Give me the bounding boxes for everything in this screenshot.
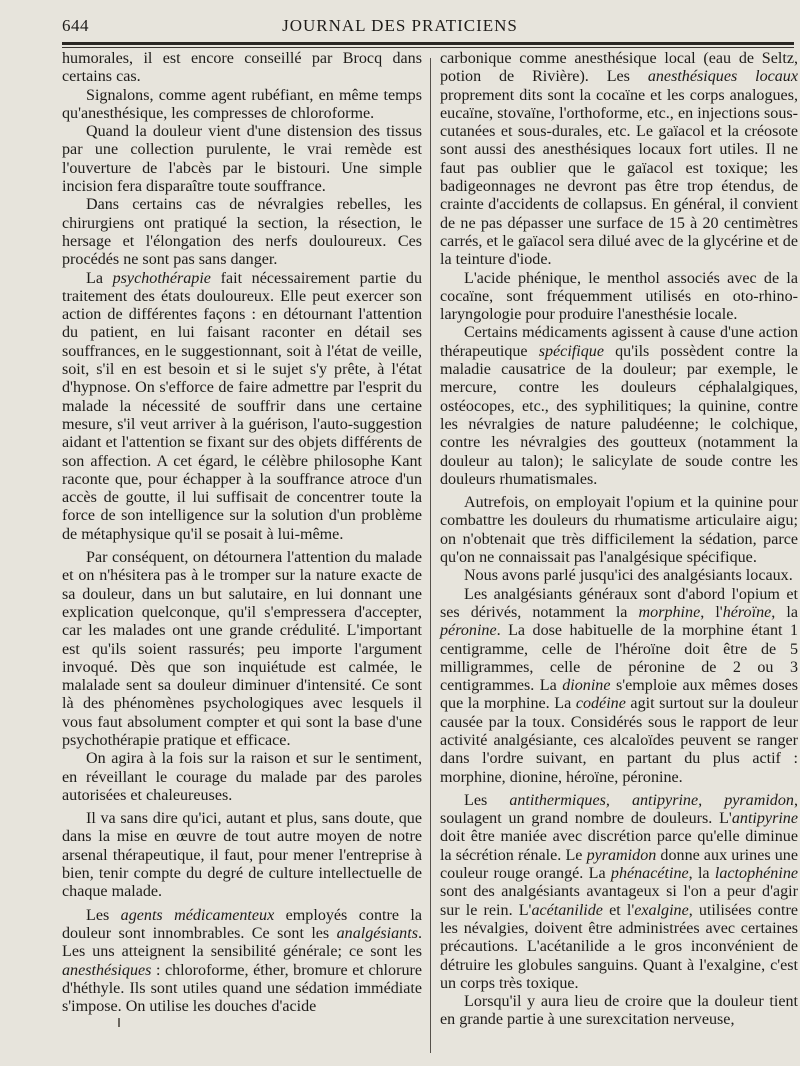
emphasis: codéine	[575, 695, 626, 713]
page-number: 644	[62, 16, 89, 35]
emphasis: héroïne	[722, 603, 772, 621]
paragraph	[440, 324, 798, 489]
emphasis: péronine	[440, 622, 497, 640]
text-run: . Les uns atteignent la sensibilité générale; ce sont les	[62, 924, 422, 961]
emphasis: pyramidon	[586, 846, 657, 864]
text-run: et l'	[602, 901, 635, 919]
paragraph: Dans certains cas de névralgies rebelles, les chirurgiens ont pratiqué la section, la résection, le hersage et l'élongation des nerfs douloureux. Ces procédés ne sont pas sans danger.	[62, 196, 422, 269]
text-run: carbonique comme anesthésique local (eau de Seltz, potion de Rivière). Les	[440, 50, 798, 86]
text-run: , l'	[700, 603, 723, 621]
print-mark	[118, 1018, 120, 1027]
paragraph: Autrefois, on employait l'opium et la quinine pour combattre les douleurs du rhumatisme articulaire aigu; on n'obtenait que très difficilement la sédation, parce qu'on ne connaissait pas l'analgésique spécifique.	[440, 494, 798, 567]
text-run: . La dose habituelle de la morphine étant 1 centigramme, celle de l'héroïne doit être de 5 milligrammes, celle de péronine de 2 ou 3 centigrammes. La	[440, 622, 798, 695]
left-column	[62, 50, 422, 1016]
paragraph	[62, 270, 422, 544]
emphasis: phénacétine	[610, 865, 689, 883]
emphasis: anesthésiques	[62, 961, 152, 979]
text-run: , soulagent un grand nombre de douleurs. L'	[440, 791, 798, 828]
emphasis: psychothérapie	[112, 269, 211, 287]
journal-title: JOURNAL DES PRATICIENS	[282, 16, 518, 35]
paragraph: L'acide phénique, le menthol associés avec de la cocaïne, sont fréquemment utilisés en oto-rhino-laryngologie pour produire l'anesthésie locale.	[440, 269, 798, 324]
emphasis: morphine	[638, 603, 701, 621]
text-run: Certains médicaments agissent à cause d'une action thérapeutique	[440, 324, 798, 360]
paragraph: Il va sans dire qu'ici, autant et plus, sans doute, que dans la mise en œuvre de tout autre moyen de notre arsenal thérapeutique, il faut, pour mener l'entreprise à bien, tenir compte du degré de culture intellectuelle de chaque malade.	[62, 810, 422, 901]
text-run: La	[86, 269, 113, 287]
paragraph: Signalons, comme agent rubéfiant, en même temps qu'anesthésique, les compresses de chloroforme.	[62, 86, 422, 122]
paragraph: Nous avons parlé jusqu'ici des analgésiants locaux.	[464, 567, 793, 585]
text-run: , la	[771, 603, 799, 621]
paragraph	[62, 907, 422, 1017]
text-run: : chloroforme, éther, bromure et chlorure d'héthyle. Ils sont utiles quand une sédation immédiate s'impose. On utilise les douches d'acide	[62, 961, 422, 1016]
text-run: , utilisées contre les névalgies, doivent être administrées avec certaines précautions. L'acétanilide a le gros inconvénient de détruire les globules sanguins. Quant à l'exalgine, c'est un corps très toxique.	[440, 901, 798, 992]
column-divider	[430, 58, 431, 1053]
running-header	[0, 10, 800, 40]
paragraph: Lorsqu'il y aura lieu de croire que la douleur tient en grande partie à une surexcitation nerveuse,	[440, 993, 798, 1029]
paragraph: Quand la douleur vient d'une distension des tissus par une collection purulente, le vrai remède est l'ouverture de l'abcès par le bistouri. Une simple incision fera disparaître toute souffrance.	[62, 123, 422, 196]
emphasis: antithermiques, antipyrine, pyramidon	[509, 791, 794, 809]
text-run: employés contre la douleur sont innombrables. Ce sont les	[62, 906, 423, 942]
emphasis: agents médicamenteux	[120, 906, 275, 924]
text-run: fait nécessairement partie du traitement des états douloureux. Elle peut exercer son action de différentes façons : en détournant l'attention du patient, en lui faisant raconter en détail ses souffrances, en le suggestionnant, soit à l'état de veille, soit, s'il en est besoin et si le sujet s'y prête, à l'état d'hypnose. On s'efforce de faire admettre par l'esprit du malade la nécessité de souffrir dans une certaine mesure, s'il veut arriver à la guérison, l'auto-suggestion aidant et l'attention se fixant sur des objets différents de son affection. A cet égard, le célèbre philosophe Kant raconte que, pour échapper à la souffrance atroce d'un accès de goutte, il lui suffisait de concentrer toute la force de son intelligence sur la solution d'un problème de métaphysique qu'il se posait à lui-même.	[62, 269, 422, 543]
emphasis: lactophénine	[714, 865, 799, 883]
text-run: qu'ils possèdent contre la maladie causatrice de la douleur; par exemple, le mercure, contre les douleurs céphalalgiques, ostéocopes, etc., des syphilitiques; la quinine, contre les névralgies de nature paludéenne; le colchique, contre les névralgies des goutteux (notamment la douleur au talon); le salicylate de soude contre les douleurs rhumatismales.	[440, 342, 798, 488]
paragraph	[440, 792, 798, 993]
text-run: s'emploie aux mêmes doses que la morphine. La	[440, 677, 798, 713]
text-run: Les	[86, 906, 121, 924]
emphasis: analgésiants	[336, 924, 418, 942]
emphasis: spécifique	[538, 342, 604, 360]
paragraph: humorales, il est encore conseillé par Brocq dans certains cas.	[62, 50, 422, 86]
text-run: Les analgésiants généraux sont d'abord l'opium et ses dérivés, notamment la	[440, 585, 798, 621]
emphasis: exalgine	[634, 901, 689, 919]
emphasis: acétanilide	[531, 901, 603, 919]
emphasis: anesthésiques locaux	[647, 68, 798, 86]
right-column	[440, 50, 798, 1030]
text-run: agit surtout sur la douleur causée par la toux. Considérés sous le rapport de leur activité analgésiante, ces alcaloïdes peuvent se ranger dans l'ordre suivant, en partant du plus actif : morphine, dionine, héroïne, péronine.	[440, 695, 798, 786]
emphasis: antipyrine	[731, 810, 798, 828]
text-run: donne aux urines une couleur rouge orangé. La	[440, 846, 798, 883]
paragraph	[440, 586, 798, 787]
header-rule-thick	[62, 42, 794, 45]
text-run: doit être maniée avec discrétion parce qu'elle diminue la sécrétion rénale. Le	[440, 828, 798, 864]
text-run: sont des analgésiants avantageux si l'on a peur d'agir sur le rein. L'	[440, 883, 798, 919]
paragraph: Par conséquent, on détournera l'attention du malade et on n'hésitera pas à le tromper sur la nature exacte de sa douleur, dans un but salutaire, en lui donnant une explication quelconque, qu'il s'empressera d'accepter, car les malades ont une grande crédulité. L'important est qu'ils soient rassurés; peu importe l'argument invoqué. Dès que son inquiétude est calmée, le malalade sent sa douleur diminuer d'intensité. Ce sont là des phénomènes psychologiques avec lesquels il vous faut absolument compter et qui sont la base d'une psychothérapie pratique et efficace.	[62, 549, 422, 749]
paragraph: On agira à la fois sur la raison et sur le sentiment, en réveillant le courage du malade par des paroles autorisées et chaleureuses.	[62, 750, 422, 804]
text-run: proprement dits sont la cocaïne et les corps analogues, eucaïne, stovaïne, l'orthoforme, etc., en injections sous-cutanées et sous-durales, etc. Le gaïacol et la créosote sont aussi des anesthésiques locaux fort utiles. Il ne faut pas oublier que le gaïacol est toxique; les badigeonnages ne devront pas être trop étendus, de crainte d'accidents de collapsus. En général, il convient de ne pas dépasser une surface de 15 à 20 centimètres carrés, et le gaïacol sera dilué avec de la glycérine et de la teinture d'iode.	[440, 86, 798, 269]
emphasis: dionine	[562, 677, 611, 695]
text-run: Les	[464, 791, 510, 809]
text-run: , la	[688, 865, 715, 883]
paragraph	[440, 50, 798, 270]
header-rule-thin	[62, 47, 794, 48]
